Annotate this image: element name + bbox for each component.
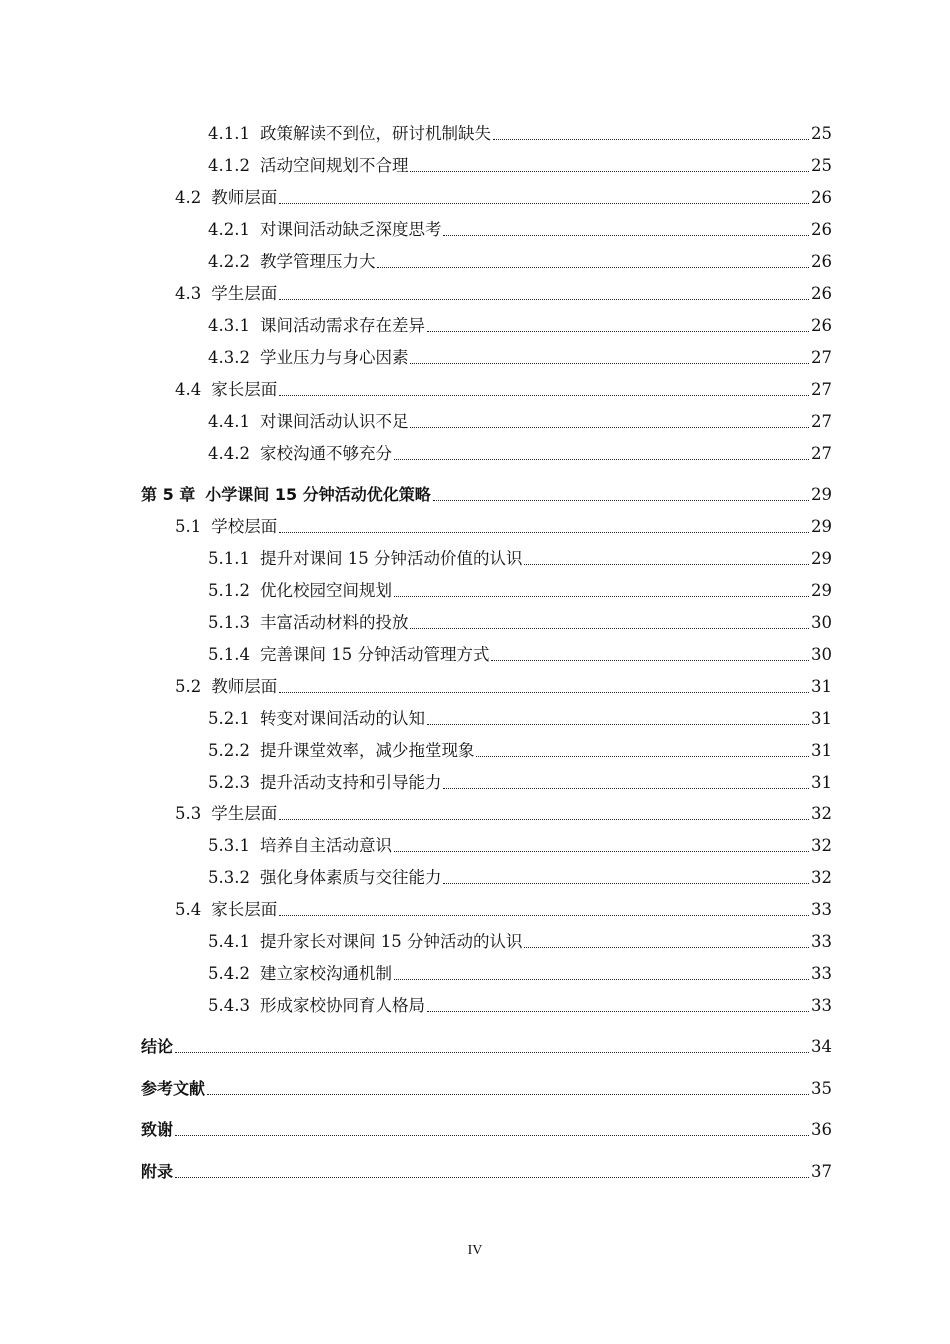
dot-leader [427,1011,809,1012]
page-number: 33 [811,900,832,919]
toc-entry-title [175,284,277,304]
section-title: 形成家校协同育人格局 [259,996,425,1015]
section-number: 4.3.2 [208,348,250,367]
toc-entry-title [208,741,474,761]
section-title: 学校层面 [211,517,278,536]
toc-entry[interactable] [208,577,832,601]
dot-leader [394,979,809,980]
dot-leader [377,267,809,268]
section-number: 5.4.3 [208,996,250,1015]
dot-leader [476,756,809,757]
toc-entry-title: 附录 [141,1162,174,1181]
section-number: 4.1.1 [208,124,250,143]
toc-entry-title [141,485,431,505]
section-title: 丰富活动材料的投放 [259,613,409,632]
page-number: 31 [811,709,832,728]
section-number: 5.2 [175,677,202,696]
dot-leader [443,883,809,884]
page-number: 36 [811,1120,832,1139]
toc-entry[interactable] [141,1033,832,1057]
toc-entry[interactable] [208,408,832,432]
dot-leader [394,596,809,597]
section-number: 5.2.1 [208,709,250,728]
section-number: 5.4.1 [208,932,250,951]
dot-leader [493,139,809,140]
section-title: 学生层面 [211,804,278,823]
section-number: 4.3.1 [208,316,250,335]
dot-leader [279,203,809,204]
toc-entry-title: 参考文献 [141,1079,206,1098]
dot-leader [427,724,809,725]
toc-entry[interactable] [208,344,832,368]
toc-entry-title [208,932,522,952]
toc-entry-title [208,124,491,144]
section-title: 对课间活动认识不足 [259,412,409,431]
dot-leader [175,1052,809,1053]
page-number: 29 [811,517,832,536]
dot-leader [443,788,809,789]
section-title: 对课间活动缺乏深度思考 [259,220,442,239]
toc-entry-title [175,804,277,824]
section-number: 4.4 [175,380,202,399]
dot-leader [427,331,809,332]
section-number: 4.4.2 [208,444,250,463]
section-title: 小学课间 15 分钟活动优化策略 [205,485,431,504]
toc-entry[interactable] [208,312,832,336]
section-number: 5.1.3 [208,613,250,632]
page-number: 31 [811,741,832,760]
section-number: 4.2 [175,188,202,207]
toc-entry[interactable] [175,896,832,920]
toc-entry[interactable] [208,440,832,464]
section-number: 5.1 [175,517,202,536]
toc-entry-title [208,773,441,793]
page-number: 27 [811,412,832,431]
toc-entry[interactable] [141,1116,832,1140]
section-title: 优化校园空间规划 [259,581,392,600]
dot-leader [524,564,809,565]
section-number: 5.1.1 [208,549,250,568]
page-number: 33 [811,932,832,951]
page-number: 32 [811,804,832,823]
section-title: 教学管理压力大 [259,252,376,271]
page-number: 27 [811,380,832,399]
page-number: 33 [811,964,832,983]
page-footer-number: IV [467,1243,483,1258]
section-number: 5.3 [175,804,202,823]
dot-leader [433,500,809,501]
toc-entry-title [208,220,441,240]
section-number: 5.4.2 [208,964,250,983]
toc-entry-title [208,156,408,176]
dot-leader [491,660,809,661]
section-number: 5.1.4 [208,645,250,664]
page-number: 29 [811,549,832,568]
toc-entry-title [208,868,441,888]
page-number: 32 [811,868,832,887]
toc-entry[interactable] [141,1075,832,1099]
page-number: 26 [811,220,832,239]
dot-leader [279,692,809,693]
toc-entry-title [208,581,392,601]
dot-leader [410,427,809,428]
section-number: 4.1.2 [208,156,250,175]
section-title: 提升对课间 15 分钟活动价值的认识 [259,549,523,568]
toc-entry[interactable] [208,609,832,633]
section-number: 4.3 [175,284,202,303]
toc-entry-title [208,613,408,633]
section-title: 政策解读不到位，研讨机制缺失 [259,124,491,143]
dot-leader [394,851,809,852]
toc-entry[interactable] [175,184,832,208]
dot-leader [394,459,809,460]
page-number: 30 [811,645,832,664]
page-number: 26 [811,188,832,207]
page-number: 35 [811,1079,832,1098]
toc-entry[interactable] [208,152,832,176]
toc-entry-title [208,836,392,856]
section-title: 提升活动支持和引导能力 [259,773,442,792]
page-number: 25 [811,156,832,175]
toc-entry-title [208,709,425,729]
section-title: 教师层面 [211,677,278,696]
toc-entry[interactable] [141,1158,832,1182]
page-number: 26 [811,284,832,303]
dot-leader [279,915,809,916]
section-number: 4.2.2 [208,252,250,271]
section-number: 4.4.1 [208,412,250,431]
toc-entry[interactable] [175,513,832,537]
page-number: 26 [811,316,832,335]
toc-entry[interactable] [208,705,832,729]
page-number: 29 [811,485,832,504]
section-title: 家长层面 [211,900,278,919]
section-number: 5.2.2 [208,741,250,760]
toc-entry-title [208,252,375,272]
page-number: 32 [811,836,832,855]
dot-leader [207,1094,809,1095]
toc-entry-title [175,677,277,697]
toc-entry[interactable] [208,120,832,144]
toc-entry-title [208,645,489,665]
dot-leader [410,363,809,364]
dot-leader [279,819,809,820]
toc-entry-title [208,549,522,569]
toc-entry[interactable] [208,864,832,888]
toc-entry-title [208,996,425,1016]
section-title: 培养自主活动意识 [259,836,392,855]
toc-entry-title [175,380,277,400]
dot-leader [175,1135,809,1136]
page-number: 30 [811,613,832,632]
dot-leader [410,171,809,172]
toc-entry[interactable] [208,769,832,793]
section-number: 5.4 [175,900,202,919]
page-number: 31 [811,677,832,696]
page-number: 27 [811,348,832,367]
toc-entry[interactable] [208,832,832,856]
section-title: 学生层面 [211,284,278,303]
section-title: 学业压力与身心因素 [259,348,409,367]
toc-entry[interactable] [175,280,832,304]
page-number: 26 [811,252,832,271]
section-number: 5.3.1 [208,836,250,855]
section-title: 提升家长对课间 15 分钟活动的认识 [259,932,523,951]
toc-entry-title [208,412,408,432]
section-title: 提升课堂效率，减少拖堂现象 [259,741,475,760]
section-number: 4.2.1 [208,220,250,239]
toc-entry[interactable] [208,992,832,1016]
page-number: 27 [811,444,832,463]
toc-entry[interactable] [208,960,832,984]
page-number: 29 [811,581,832,600]
toc-entry[interactable] [208,545,832,569]
toc-entry[interactable] [208,928,832,952]
dot-leader [175,1177,809,1178]
toc-entry[interactable] [175,376,832,400]
section-number: 5.1.2 [208,581,250,600]
section-number: 5.3.2 [208,868,250,887]
section-title: 强化身体素质与交往能力 [259,868,442,887]
section-title: 建立家校沟通机制 [259,964,392,983]
toc-entry[interactable] [175,673,832,697]
section-title: 家校沟通不够充分 [259,444,392,463]
dot-leader [279,299,809,300]
toc-entry[interactable] [208,737,832,761]
toc-entry[interactable] [141,481,832,505]
toc-entry-title: 致谢 [141,1120,174,1139]
section-title: 完善课间 15 分钟活动管理方式 [259,645,490,664]
dot-leader [279,532,809,533]
section-number: 5.2.3 [208,773,250,792]
toc-entry-title [208,964,392,984]
dot-leader [410,628,809,629]
page-number: 33 [811,996,832,1015]
section-title: 活动空间规划不合理 [259,156,409,175]
page-number: 37 [811,1162,832,1181]
section-title: 课间活动需求存在差异 [259,316,425,335]
toc-entry-title [208,348,408,368]
section-title: 转变对课间活动的认知 [259,709,425,728]
toc-entry[interactable] [208,248,832,272]
page-number: 34 [811,1037,832,1056]
toc-entry[interactable] [208,641,832,665]
dot-leader [279,395,809,396]
toc-entry-title [175,188,277,208]
section-number: 第 5 章 [141,485,196,504]
dot-leader [443,235,809,236]
section-title: 家长层面 [211,380,278,399]
toc-entry-title [208,316,425,336]
page-number: 25 [811,124,832,143]
toc-entry-title [175,517,277,537]
section-title: 教师层面 [211,188,278,207]
dot-leader [524,947,809,948]
toc-entry[interactable] [208,216,832,240]
page-number: 31 [811,773,832,792]
toc-entry[interactable] [175,800,832,824]
toc-entry-title [208,444,392,464]
toc-entry-title [175,900,277,920]
toc-entry-title: 结论 [141,1037,174,1056]
